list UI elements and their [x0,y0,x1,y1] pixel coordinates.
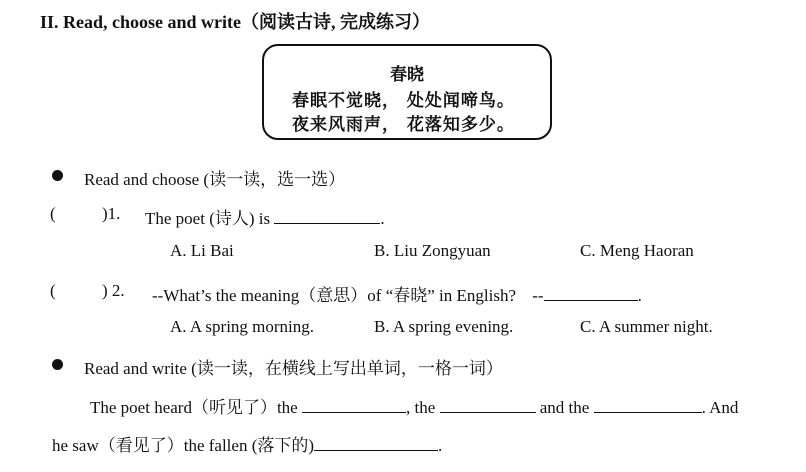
write-line1-d: . And [701,398,739,417]
bullet-icon [52,359,63,370]
q2-option-b[interactable]: B. A spring evening. [374,317,514,336]
write-line-2 [52,431,442,456]
q1-answer-slot[interactable] [50,200,94,226]
write-blank-1[interactable] [302,398,406,413]
write-blank-2[interactable] [440,398,536,413]
poem-line-1: 春眠不觉晓， 处处闻啼鸟。 [292,91,515,111]
q1-option-b[interactable]: B. Liu Zongyuan [374,241,491,260]
write-line2-a: he saw（看见了）the fallen (落下的) [52,436,315,455]
write-line-1 [90,393,738,418]
q2-text-mid: -- [532,286,544,305]
q2-question [152,281,642,306]
write-blank-4[interactable] [314,436,438,451]
q1-option-c[interactable]: C. Meng Haoran [580,241,694,260]
q2-option-a[interactable]: A. A spring morning. [170,317,315,336]
q1-question [145,204,385,229]
q1-number: )1. [102,204,121,223]
q1-open-paren: ( [50,204,56,223]
write-line1-b: , the [405,398,436,417]
q1-option-a[interactable]: A. Li Bai [170,241,234,260]
part2-heading: Read and write (读一读，在横线上写出单词，一格一词） [84,359,503,378]
write-line1-a: The poet heard（听见了）the [90,398,298,417]
q1-blank[interactable] [274,209,380,224]
poem-box [262,44,552,140]
poem-title: 春晓 [390,65,424,85]
q2-answer-slot[interactable] [50,277,94,303]
write-blank-3[interactable] [594,398,702,413]
q1-text-before: The poet (诗人) is [145,209,271,228]
q2-text-after: . [637,286,642,305]
q1-text-after: . [380,209,385,228]
poem-line-2: 夜来风雨声， 花落知多少。 [292,115,515,135]
write-line1-c: and the [539,398,590,417]
write-line2-b: . [438,436,443,455]
q2-blank[interactable] [544,286,638,301]
bullet-icon [52,170,63,181]
q2-open-paren: ( [50,281,56,300]
q2-number: ) 2. [102,281,125,300]
q2-text-before: --What’s the meaning（意思）of “春晓” in English? [152,286,516,305]
part1-heading: Read and choose (读一读，选一选） [84,170,346,189]
section-title: II. Read, choose and write（阅读古诗, 完成练习） [40,12,430,32]
q2-option-c[interactable]: C. A summer night. [580,317,713,336]
